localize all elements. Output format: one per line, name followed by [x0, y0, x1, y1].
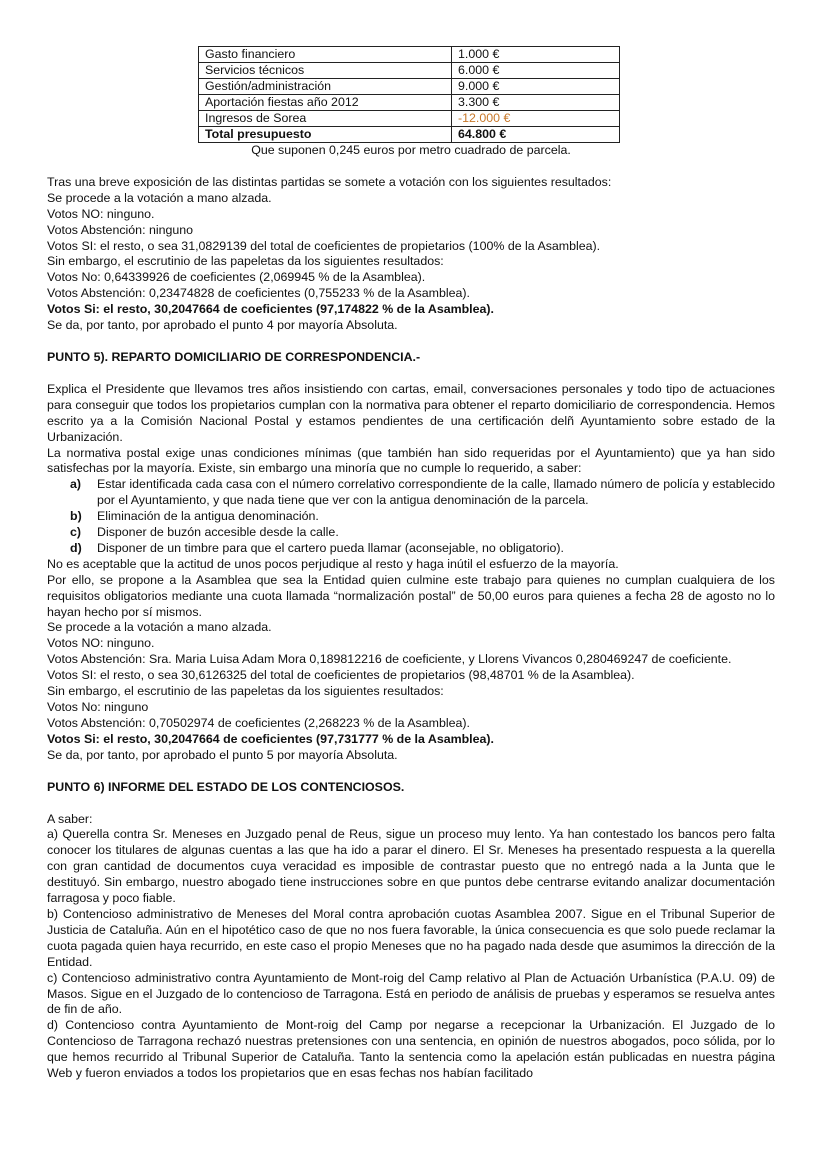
budget-amount-negative: -12.000 € [452, 111, 620, 127]
section-heading-punto6: PUNTO 6) INFORME DEL ESTADO DE LOS CONTENCIOSOS. [47, 779, 405, 794]
vote-line: Votos NO: ninguno. [47, 206, 155, 221]
paragraph: c) Contencioso administrativo contra Ayuntamiento de Mont-roig del Camp relativo al Plan de Actuación Urbanística (P.A.U. 09) de Masos. Sigue en el Juzgado de lo contencioso de Tarragona. Está en periodo de análisis de pruebas y esperamos se resuelva antes de fin de año. [47, 970, 775, 1017]
list-item [47, 477, 775, 509]
list-item-text: Eliminación de la antigua denominación. [97, 509, 319, 524]
paragraph: Por ello, se propone a la Asamblea que sea la Entidad quien culmine este trabajo para quienes no cumplan cualquiera de los requisitos obligatorios mediante una cuota llamada “normalización postal” de 50,00 euros para quienes a fecha 28 de agosto no lo hayan hecho por sí mismos. [47, 572, 775, 619]
paragraph: a) Querella contra Sr. Meneses en Juzgado penal de Reus, sigue un proceso muy lento. Ya han contestado los bancos pero falta conocer los titulares de algunas cuentas a las que ha ido a parar el dinero. El Sr. Meneses ha presentado respuesta a la querella con gran cantidad de documentos cuya veracidad es imposible de contrastar puesto que no entregó nada a la Junta que le destituyó. Sin embargo, nuestro abogado tiene instrucciones sobre en que puntos debe centrarse evitando analizar documentación farragosa y poco fiable. [47, 827, 775, 906]
list-item [47, 525, 775, 541]
vote-line: Votos No: ninguno [47, 700, 149, 714]
paragraph: No es aceptable que la actitud de unos pocos perjudique al resto y haga inútil el esfuerzo de la mayoría. [47, 556, 619, 571]
budget-amount: 9.000 € [452, 79, 620, 95]
vote-line: Votos NO: ninguno. [47, 636, 155, 651]
vote-line: Votos Abstención: ninguno [47, 222, 194, 237]
paragraph: Explica el Presidente que llevamos tres años insistiendo con cartas, email, conversaciones personales y todo tipo de actuaciones para conseguir que todos los propietarios cumplan con la normativa para obtener el reparto domiciliario de correspondencia. Hemos escrito ya a la Comisión Nacional Postal y estamos pendientes de una certificación delñ Ayuntamiento sobre estado de la Urbanización. [47, 381, 775, 444]
document-page [47, 46, 775, 1082]
vote-line: Sin embargo, el escrutinio de las papeletas da los siguientes resultados: [47, 684, 444, 699]
budget-concept: Gasto financiero [199, 47, 452, 63]
list-item-text: Estar identificada cada casa con el número correlativo correspondiente de la calle, llamado número de policía y establecido por el Ayuntamiento, y que nada tiene que ver con la antigua denominación de la parcela. [97, 477, 775, 508]
punto6-body [47, 812, 775, 1082]
table-total-row [199, 127, 620, 143]
requirements-list [47, 477, 775, 557]
list-item-text: Disponer de buzón accesible desde la calle. [97, 525, 339, 540]
vote-line: Se procede a la votación a mano alzada. [47, 620, 272, 635]
table-row [199, 111, 620, 127]
vote-line: Votos Abstención: Sra. Maria Luisa Adam Mora 0,189812216 de coeficiente, y Llorens Vivancos 0,280469247 de coeficiente. [47, 652, 732, 667]
vote-line: Votos SI: el resto, o sea 30,6126325 del total de coeficientes de propietarios (98,48701 % de la Asamblea). [47, 668, 635, 683]
section-heading-punto5: PUNTO 5). REPARTO DOMICILIARIO DE CORRESPONDENCIA.- [47, 349, 421, 364]
budget-amount: 3.300 € [452, 95, 620, 111]
punto4-votes [47, 175, 775, 334]
vote-line: Votos Abstención: 0,23474828 de coeficientes (0,755233 % de la Asamblea). [47, 286, 470, 301]
vote-line: Votos No: 0,64339926 de coeficientes (2,069945 % de la Asamblea). [47, 270, 426, 285]
paragraph: b) Contencioso administrativo de Meneses del Moral contra aprobación cuotas Asamblea 2007. Sigue en el Tribunal Superior de Justicia de Cataluña. Aún en el hipotético caso de que no nos fuera favorable, la única consecuencia es que solo puede reclamar la cuota pagada quien haya recurrido, en este caso el propio Meneses que no ha pagado nada desde que asumimos la dirección de la Entidad. [47, 906, 775, 969]
vote-line: Sin embargo, el escrutinio de las papeletas da los siguientes resultados: [47, 254, 444, 269]
paragraph: A saber: [47, 811, 93, 826]
budget-concept: Gestión/administración [199, 79, 452, 95]
budget-total-label: Total presupuesto [199, 127, 452, 143]
vote-conclusion: Se da, por tanto, por aprobado el punto 4 por mayoría Absoluta. [47, 318, 398, 333]
vote-line: Votos SI: el resto, o sea 31,0829139 del total de coeficientes de propietarios (100% de la Asamblea). [47, 238, 601, 253]
vote-result-bold: Votos Si: el resto, 30,2047664 de coeficientes (97,174822 % de la Asamblea). [47, 302, 494, 317]
budget-concept: Servicios técnicos [199, 63, 452, 79]
budget-note: Que suponen 0,245 euros por metro cuadrado de parcela. [251, 143, 571, 157]
budget-table [198, 46, 620, 143]
table-row [199, 95, 620, 111]
budget-concept: Ingresos de Sorea [199, 111, 452, 127]
list-item [47, 541, 775, 557]
budget-amount: 1.000 € [452, 47, 620, 63]
table-row [199, 79, 620, 95]
vote-conclusion: Se da, por tanto, por aprobado el punto 5 por mayoría Absoluta. [47, 747, 398, 762]
vote-line: Tras una breve exposición de las distintas partidas se somete a votación con los siguientes resultados: [47, 174, 612, 189]
table-row [199, 47, 620, 63]
vote-result-bold: Votos Si: el resto, 30,2047664 de coeficientes (97,731777 % de la Asamblea). [47, 731, 494, 746]
budget-amount: 6.000 € [452, 63, 620, 79]
table-row [199, 63, 620, 79]
paragraph: d) Contencioso contra Ayuntamiento de Mont-roig del Camp por negarse a recepcionar la Urbanización. El Juzgado de lo Contencioso de Tarragona rechazó nuestras pretensiones con una sentencia, en opinión de nuestros abogados, poco sólida, por lo que hemos recurrido al Tribunal Superior de Cataluña. Tanto la sentencia como la apelación están publicadas en nuestra página Web y fueron enviados a todos los propietarios que en esas fechas nos habían facilitado [47, 1018, 775, 1081]
paragraph: La normativa postal exige unas condiciones mínimas (que también han sido requeridas por el Ayuntamiento) que ya han sido satisfechas por la mayoría. Existe, sin embargo una minoría que no cumple lo requerido, a saber: [47, 445, 775, 476]
list-item-text: Disponer de un timbre para que el cartero pueda llamar (aconsejable, no obligatorio). [97, 540, 564, 555]
vote-line: Votos Abstención: 0,70502974 de coeficientes (2,268223 % de la Asamblea). [47, 715, 470, 730]
punto5-body [47, 382, 775, 764]
list-marker: d) [70, 540, 82, 555]
list-item [47, 509, 775, 525]
list-marker: b) [70, 509, 82, 524]
list-marker: a) [70, 477, 82, 492]
budget-total-amount: 64.800 € [452, 127, 620, 143]
vote-line: Se procede a la votación a mano alzada. [47, 190, 272, 205]
list-marker: c) [70, 525, 82, 540]
budget-concept: Aportación fiestas año 2012 [199, 95, 452, 111]
